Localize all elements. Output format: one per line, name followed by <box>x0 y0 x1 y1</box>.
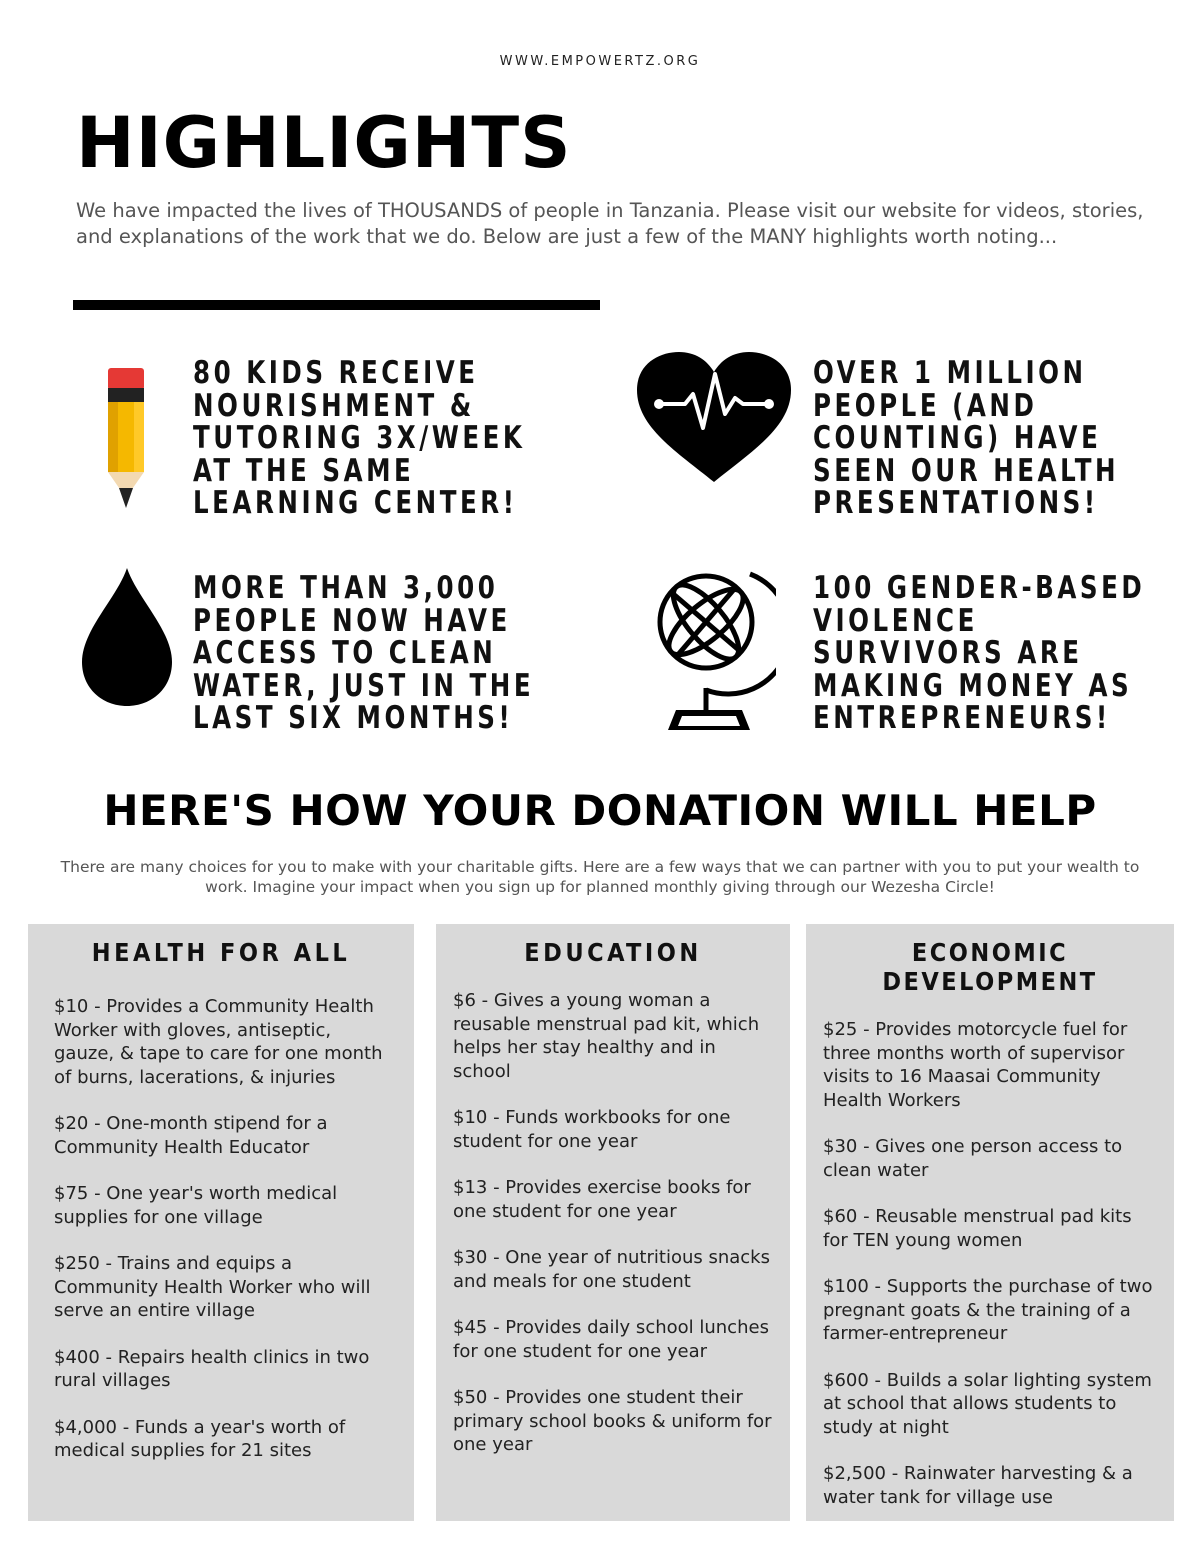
donation-list <box>28 967 414 1463</box>
donation-heading: HERE'S HOW YOUR DONATION WILL HELP <box>103 786 1097 835</box>
list-item: $75 - One year's worth medical supplies for one village <box>54 1183 338 1228</box>
water-drop-icon <box>82 568 172 706</box>
highlight-gbv-entrepreneurs: 100 GENDER-BASED VIOLENCE SURVIVORS ARE MAKING MONEY AS ENTREPRENEURS! <box>813 570 1146 736</box>
list-item: $600 - Builds a solar lighting system at school that allows students to study at night <box>823 1369 1152 1438</box>
donation-list <box>806 996 1174 1509</box>
list-item: $400 - Repairs health clinics in two rural villages <box>54 1346 370 1391</box>
column-economic <box>806 924 1174 1521</box>
column-title: EDUCATION <box>524 938 702 967</box>
column-education <box>436 924 790 1521</box>
list-item: $45 - Provides daily school lunches for one student for one year <box>453 1317 769 1362</box>
column-title: ECONOMIC DEVELOPMENT <box>882 938 1098 996</box>
donation-subheading: There are many choices for you to make with your charitable gifts. Here are a few ways that we can partner with you to put your wealth to work. Imagine your impact when you sign up for planned monthly giving through our Wezesha Circle! <box>60 858 1140 896</box>
list-item: $6 - Gives a young woman a reusable menstrual pad kit, which helps her stay healthy and in school <box>453 990 760 1082</box>
highlight-health-presentations: OVER 1 MILLION PEOPLE (AND COUNTING) HAVE SEEN OUR HEALTH PRESENTATIONS! <box>813 355 1120 521</box>
donation-list <box>436 967 790 1457</box>
highlight-learning-center: 80 KIDS RECEIVE NOURISHMENT & TUTORING 3X/WEEK AT THE SAME LEARNING CENTER! <box>193 355 526 521</box>
list-item: $10 - Provides a Community Health Worker with gloves, antiseptic, gauze, & tape to care for one month of burns, lacerations, & injuries <box>54 996 383 1088</box>
list-item: $13 - Provides exercise books for one student for one year <box>453 1177 751 1222</box>
list-item: $4,000 - Funds a year's worth of medical supplies for 21 sites <box>54 1416 346 1461</box>
globe-icon <box>650 566 776 730</box>
column-title: HEALTH FOR ALL <box>91 938 351 967</box>
highlight-clean-water: MORE THAN 3,000 PEOPLE NOW HAVE ACCESS TO CLEAN WATER, JUST IN THE LAST SIX MONTHS! <box>193 570 535 736</box>
intro-paragraph: We have impacted the lives of THOUSANDS of people in Tanzania. Please visit our website for videos, stories, and explanations of the work that we do. Below are just a few of the MANY highlights worth noting... <box>76 199 1144 248</box>
list-item: $100 - Supports the purchase of two pregnant goats & the training of a farmer-entrepreneur <box>823 1276 1153 1344</box>
column-health <box>28 924 414 1521</box>
list-item: $30 - One year of nutritious snacks and meals for one student <box>453 1247 770 1292</box>
heart-pulse-icon <box>637 352 791 484</box>
pencil-icon <box>104 368 148 510</box>
list-item: $50 - Provides one student their primary school books & uniform for one year <box>453 1387 772 1455</box>
list-item: $10 - Funds workbooks for one student for one year <box>453 1107 731 1152</box>
list-item: $2,500 - Rainwater harvesting & a water tank for village use <box>823 1463 1133 1508</box>
list-item: $25 - Provides motorcycle fuel for three months worth of supervisor visits to 16 Maasai Community Health Workers <box>823 1019 1128 1111</box>
website-url: WWW.EMPOWERTZ.ORG <box>499 54 701 69</box>
list-item: $60 - Reusable menstrual pad kits for TEN young women <box>823 1206 1132 1251</box>
list-item: $20 - One-month stipend for a Community Health Educator <box>54 1113 328 1158</box>
page-title: HIGHLIGHTS <box>76 102 572 184</box>
list-item: $250 - Trains and equips a Community Health Worker who will serve an entire village <box>54 1253 371 1321</box>
divider-bar <box>73 300 600 310</box>
list-item: $30 - Gives one person access to clean water <box>823 1136 1123 1181</box>
